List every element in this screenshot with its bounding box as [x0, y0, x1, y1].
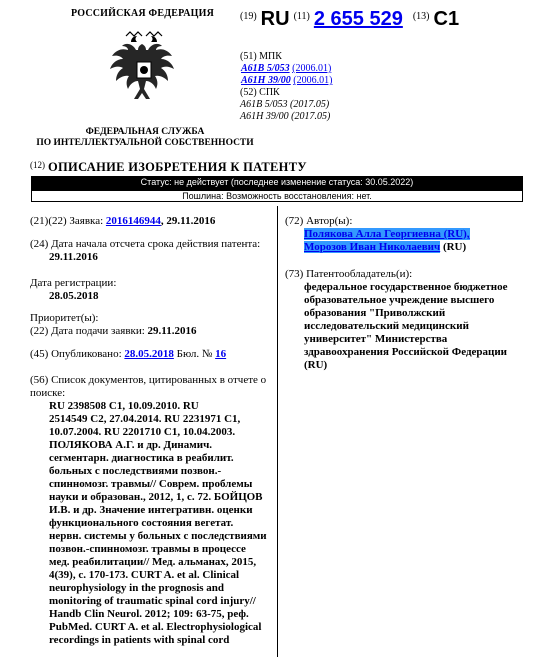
owner-text — [285, 281, 525, 372]
spk-code: A61H 39/00 — [240, 111, 289, 122]
references-label-text: (56) Список документов, цитированных в отчете о поиске: — [30, 374, 267, 399]
author-item — [304, 228, 525, 241]
author-country: (RU) — [440, 241, 467, 253]
bulletin-number-link[interactable]: 16 — [215, 348, 227, 360]
owner-line: здравоохранения Российской Федерации — [304, 346, 508, 358]
code-11: (11) — [293, 11, 310, 22]
term-start-field — [30, 238, 276, 264]
priority-label: Приоритет(ы): — [30, 312, 99, 324]
reference-line: Handb Clin Neurol. 2012; 109: 63-75, реф. — [49, 608, 249, 620]
patent-number-link[interactable]: 2 655 529 — [313, 8, 403, 30]
country-code: RU — [260, 8, 290, 30]
fee-line: Пошлина: Возможность восстановления: нет. — [182, 191, 372, 201]
published-date-link[interactable]: 28.05.2018 — [124, 348, 174, 360]
reference-line: PubMed. CURT A. et al. Electrophysiological — [49, 621, 262, 633]
code-13: (13) — [412, 11, 430, 22]
owner-line: образования "Приволжский — [304, 307, 446, 319]
owner-line: федеральное государственное бюджетное — [304, 281, 508, 293]
spk-label: (52) СПК — [240, 87, 280, 98]
reference-line: И.В. и др. Значение интегративн. оценки — [49, 504, 253, 516]
mpk-item — [240, 75, 332, 87]
code-19: (19) — [240, 11, 257, 22]
spk-code: A61B 5/053 — [240, 99, 288, 110]
reference-line: monitoring of traumatic spinal cord injury// — [49, 595, 256, 607]
authors-list — [285, 228, 525, 254]
fee-bar — [31, 190, 523, 202]
filing-date: 29.11.2016 — [147, 325, 197, 337]
owner-line: исследовательский медицинский — [304, 320, 469, 332]
references-label — [30, 374, 276, 400]
agency-name — [25, 127, 265, 149]
published-label: (45) Опубликовано: — [30, 348, 122, 360]
reference-line: recordings in patients with spinal cord — [49, 634, 230, 646]
reference-line: позвон.-спинномозг. травмы в процессе — [49, 543, 246, 555]
application-label: (21)(22) Заявка: — [30, 215, 104, 227]
references-list — [30, 400, 276, 647]
authors-label: (72) Автор(ы): — [285, 215, 353, 227]
reference-line: сегментарн. диагностика в реабилит. — [49, 452, 234, 464]
spk-item — [240, 111, 332, 123]
registration-date: 28.05.2018 — [49, 290, 99, 302]
reference-line: 4(39), с. 170-173. CURT A. et al. Clinical — [49, 569, 240, 581]
document-title — [30, 160, 307, 175]
term-start-date: 29.11.2016 — [49, 251, 98, 263]
filing-date-row — [30, 325, 276, 338]
owner-line: (RU) — [304, 359, 328, 371]
priority-field — [30, 312, 276, 338]
reference-line: мед. реабилитации// Мед. альманах, 2015, — [49, 556, 257, 568]
application-number-link[interactable]: 2016146944 — [105, 215, 161, 227]
owner-line: образовательное учреждение высшего — [304, 294, 495, 306]
references-field — [30, 374, 276, 647]
authors-field — [285, 215, 525, 254]
title-code: (12) — [30, 160, 45, 170]
mpk-version-link[interactable]: (2006.01) — [293, 75, 333, 86]
mpk-code-link[interactable]: A61B 5/053 — [241, 63, 290, 74]
registration-field — [30, 277, 276, 303]
reference-line: функционального состояния вегетат. — [49, 517, 234, 529]
application-date: , 29.11.2016 — [160, 215, 216, 227]
reference-line: 2514549 C2, 27.04.2014. RU 2231971 C1, — [49, 413, 241, 425]
term-start-label: (24) Дата начала отсчета срока действия патента: — [30, 238, 261, 250]
spk-version: (2017.05) — [290, 99, 330, 110]
reference-line: спинномозг. травмы// Соврем. проблемы — [49, 478, 253, 490]
classification-block — [240, 51, 332, 123]
country-name: РОССИЙСКАЯ ФЕДЕРАЦИЯ — [70, 8, 214, 19]
coat-of-arms-icon — [104, 30, 184, 120]
mpk-label: (51) МПК — [240, 51, 282, 62]
mpk-version-link[interactable]: (2006.01) — [292, 63, 332, 74]
reference-line: нервн. системы у больных с последствиями — [49, 530, 267, 542]
agency-line1: ФЕДЕРАЛЬНАЯ СЛУЖБА — [85, 127, 205, 137]
filing-label: (22) Дата подачи заявки: — [30, 325, 145, 337]
author-item — [304, 241, 525, 254]
author-link[interactable]: Морозов Иван Николаевич — [304, 241, 441, 253]
title-text: ОПИСАНИЕ ИЗОБРЕТЕНИЯ К ПАТЕНТУ — [48, 160, 307, 174]
patent-number-line — [240, 8, 459, 31]
spk-item — [240, 99, 332, 111]
kind-code: C1 — [433, 8, 460, 30]
spk-version: (2017.05) — [291, 111, 331, 122]
owner-line: университет" Министерства — [304, 333, 448, 345]
reference-line: больных с последствиями позвон.- — [49, 465, 222, 477]
agency-line2: ПО ИНТЕЛЛЕКТУАЛЬНОЙ СОБСТВЕННОСТИ — [36, 138, 254, 148]
owner-field — [285, 268, 525, 372]
reference-line: 10.07.2004. RU 2201710 C1, 10.04.2003. — [49, 426, 236, 438]
registration-label: Дата регистрации: — [30, 277, 117, 289]
bulletin-label: Бюл. № — [176, 348, 213, 360]
reference-line: ПОЛЯКОВА А.Г. и др. Динамич. — [49, 439, 213, 451]
reference-line: neurophysiology in the prognosis and — [49, 582, 225, 594]
reference-line: науки и образован., 2012, 1, с. 72. БОЙЦОВ — [49, 491, 263, 503]
owner-label: (73) Патентообладатель(и): — [285, 268, 413, 280]
mpk-item — [240, 63, 332, 75]
application-field — [30, 215, 276, 228]
author-link[interactable]: Полякова Алла Георгиевна (RU), — [304, 228, 470, 240]
column-divider — [277, 206, 278, 657]
reference-line: RU 2398508 C1, 10.09.2010. RU — [49, 400, 199, 412]
status-line: Статус: не действует (последнее изменение статуса: 30.05.2022) — [140, 177, 414, 187]
published-field — [30, 348, 276, 361]
mpk-code-link[interactable]: A61H 39/00 — [241, 75, 291, 86]
